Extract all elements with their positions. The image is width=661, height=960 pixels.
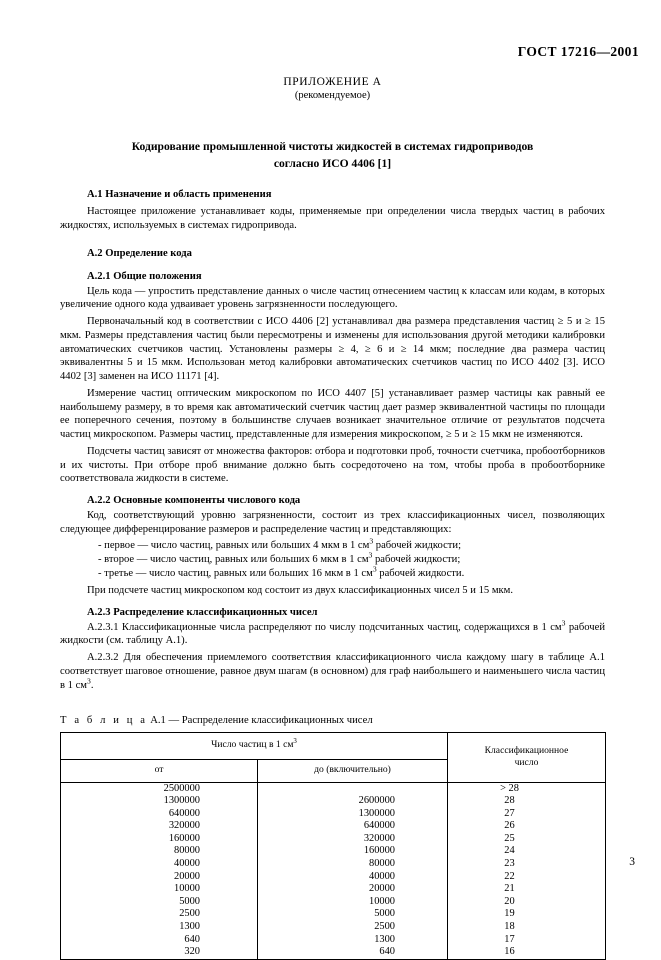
table-header-classification-number xyxy=(448,732,606,782)
cell-to: 80000 xyxy=(369,858,395,870)
cell-code: 17 xyxy=(504,933,515,945)
paragraph-a2-1-1: Цель кода — упростить представление данных о числе частиц отнесением частиц к классам или кодам, в которых увеличение одного кода удваивает уровень загрязненности последующего. xyxy=(60,285,605,311)
table-caption-rest: А.1 — Распределение классификационных чисел xyxy=(150,714,373,726)
paragraph-a2-3-2 xyxy=(60,651,605,692)
annex-title-line-2: согласно ИСО 4406 [1] xyxy=(273,156,392,170)
list-item xyxy=(60,564,605,581)
cell-to: 5000 xyxy=(374,908,395,920)
cell-code: 21 xyxy=(504,883,515,895)
cell-code: 19 xyxy=(504,908,515,920)
table-caption-word: Т а б л и ц а xyxy=(60,714,148,726)
bullet-text-1: - первое — число частиц, равных или больших 4 мкм в 1 см xyxy=(98,539,370,551)
table-cell-code-column xyxy=(448,782,606,959)
cell-from: 640000 xyxy=(168,807,200,819)
paragraph-a2-3-1-tail: рабочей жидкости (см. таблицу А.1). xyxy=(60,621,605,647)
heading-a1: А.1 Назначение и область применения xyxy=(87,188,272,200)
heading-a2: А.2 Определение кода xyxy=(87,248,192,260)
paragraph-a2-1-4: Подсчеты частиц зависят от множества факторов: отбора и подготовки проб, точности счетчика, пробоотборников и их чистоты. При отборе проб внимание должно быть сосредоточено на том, чтобы проба в пробоотборнике соответствовала жидкости в системе. xyxy=(60,445,605,485)
cell-from: 5000 xyxy=(179,895,200,907)
cell-to: 2500 xyxy=(374,921,395,933)
page-number: 3 xyxy=(629,856,635,868)
table-header-row-1 xyxy=(61,732,606,759)
cell-code: 16 xyxy=(504,946,515,958)
table-header-from: от xyxy=(61,759,258,782)
heading-a2-1: А.2.1 Общие положения xyxy=(87,270,202,282)
cell-from: 2500 xyxy=(179,908,200,920)
standard-number-header: ГОСТ 17216—2001 xyxy=(517,44,639,59)
cell-to: 2600000 xyxy=(358,795,395,807)
bullet-text-2: - второе — число частиц, равных или больших 6 мкм в 1 см xyxy=(98,553,369,565)
page-content xyxy=(60,76,605,960)
cell-to: 1300000 xyxy=(358,807,395,819)
code-component-list xyxy=(60,536,605,582)
table-header-particle-count-text: Число частиц в 1 см xyxy=(211,739,294,751)
cell-code: > 28 xyxy=(500,782,519,794)
cell-code: 24 xyxy=(504,845,515,857)
to-values xyxy=(258,783,447,959)
cell-code: 27 xyxy=(504,807,515,819)
paragraph-a2-2-1: Код, соответствующий уровню загрязненности, состоит из трех классификационных чисел, позволяющих следующее дифференцирование размеров и распределение частиц и представляющих: xyxy=(60,510,605,535)
list-item xyxy=(60,550,605,567)
cell-from: 20000 xyxy=(174,870,200,882)
cell-to: 640 xyxy=(379,946,395,958)
bullet-tail-1: рабочей жидкости; xyxy=(373,539,462,551)
cell-to: 20000 xyxy=(369,883,395,895)
paragraph-a2-3-1 xyxy=(60,618,605,649)
cell-code: 26 xyxy=(504,820,515,832)
cell-to: 1300 xyxy=(374,933,395,945)
table-header-classification-line-1: Классификационное xyxy=(484,744,569,756)
heading-a2-3: А.2.3 Распределение классификационных чисел xyxy=(87,606,318,618)
cell-to: 320000 xyxy=(363,832,395,844)
code-values xyxy=(448,783,605,959)
cell-from: 2500000 xyxy=(163,782,200,794)
paragraph-a2-3-1-lead: А.2.3.1 Классификационные числа распределяют по числу подсчитанных частиц, содержащихся в 1 см xyxy=(87,621,562,633)
table-body xyxy=(61,782,606,959)
paragraph-a2-1-2: Первоначальный код в соответствии с ИСО 4406 [2] устанавливал два размера представления частиц ≥ 5 и ≥ 15 мкм. Размеры представления частиц были пересмотрены и изменены для использования другой методики калибровки автоматических счетчиков частиц. Установлены размеры ≥ 4, ≥ 6 и ≥ 14 мкм; последние два размера частиц эквивалентны 5 и 15 мкм. Использован метод калибровки автоматических счетчиков частиц по ИСО 4402 [3]. ИСО 4402 [3] заменен на ИСО 11171 [4]. xyxy=(60,316,605,383)
cell-code: 25 xyxy=(504,832,515,844)
cubic-centimeter-exponent: 3 xyxy=(561,618,566,628)
cell-code: 20 xyxy=(504,895,515,907)
bullet-text-3: - третье — число частиц, равных или больших 16 мкм в 1 см xyxy=(98,567,373,579)
cell-from: 640 xyxy=(184,933,200,945)
cubic-centimeter-exponent: 3 xyxy=(87,676,91,686)
paragraph-a2-2-2: При подсчете частиц микроскопом код состоит из двух классификационных чисел 5 и 15 мкм. xyxy=(87,585,514,597)
table-caption xyxy=(60,715,605,726)
bullet-tail-3: рабочей жидкости. xyxy=(376,567,465,579)
cell-from: 1300000 xyxy=(163,795,200,807)
table-header-to: до (включительно) xyxy=(258,759,448,782)
table-cell-from-column xyxy=(61,782,258,959)
cell-to: 40000 xyxy=(369,870,395,882)
list-item xyxy=(60,536,605,553)
paragraph-a2-3-2-tail: . xyxy=(90,679,94,691)
paragraph-a2-3-2-lead: А.2.3.2 Для обеспечения приемлемого соответствия классификационного числа каждому шагу в таблице А.1 соответствует шаговое отношение, равное двум шагам (в основном) для граф наибольшего и наименьшего числа частиц в 1 см xyxy=(60,652,605,691)
cell-from: 320000 xyxy=(168,820,200,832)
table-header-classification-line-2: число xyxy=(514,757,539,769)
annex-title-line-1: Кодирование промышленной чистоты жидкостей в системах гидроприводов xyxy=(131,140,534,153)
cell-from: 10000 xyxy=(174,883,200,895)
table-cell-to-column xyxy=(258,782,448,959)
cell-code: 22 xyxy=(504,870,515,882)
from-values xyxy=(61,783,257,959)
cubic-centimeter-exponent: 3 xyxy=(372,564,377,574)
cell-from: 320 xyxy=(184,946,200,958)
cell-from: 160000 xyxy=(168,832,200,844)
annex-title xyxy=(60,139,605,173)
cell-code: 18 xyxy=(504,921,515,933)
cubic-centimeter-exponent: 3 xyxy=(293,738,297,746)
paragraph-a1-1: Настоящее приложение устанавливает коды, применяемые при определении числа твердых частиц в рабочих жидкостях, используемых в системах гидропривода. xyxy=(60,205,605,231)
cubic-centimeter-exponent: 3 xyxy=(369,536,374,546)
cell-to xyxy=(258,783,447,796)
cell-from: 40000 xyxy=(174,858,200,870)
bullet-tail-2: рабочей жидкости; xyxy=(372,553,461,565)
cell-code: 28 xyxy=(504,795,515,807)
cubic-centimeter-exponent: 3 xyxy=(368,550,373,560)
paragraph-a2-1-3: Измерение частиц оптическим микроскопом по ИСО 4407 [5] устанавливает размер частицы как равный ее наибольшему размеру, в то время как автоматический счетчик частиц дает размер эквивалентной частицы по площади ее поперечного сечения, поэтому в большинстве случаев возникает значительное отличие от результатов подсчета частиц микроскопом. Размеры частиц, представленные для измерения микроскопом, ≥ 5 и ≥ 15 мкм не изменяются. xyxy=(60,387,605,441)
table-row xyxy=(61,782,606,959)
cell-to: 640000 xyxy=(363,820,395,832)
cell-from: 80000 xyxy=(174,845,200,857)
heading-a2-2: А.2.2 Основные компоненты числового кода xyxy=(87,495,301,507)
annex-label: ПРИЛОЖЕНИЕ А xyxy=(283,76,382,88)
classification-numbers-table xyxy=(60,732,606,960)
table-header-particle-count xyxy=(61,732,448,759)
annex-status: (рекомендуемое) xyxy=(294,90,371,101)
cell-to: 160000 xyxy=(363,845,395,857)
cell-from: 1300 xyxy=(179,921,200,933)
cell-to: 10000 xyxy=(369,895,395,907)
table-head xyxy=(61,732,606,782)
cell-code: 23 xyxy=(504,858,515,870)
